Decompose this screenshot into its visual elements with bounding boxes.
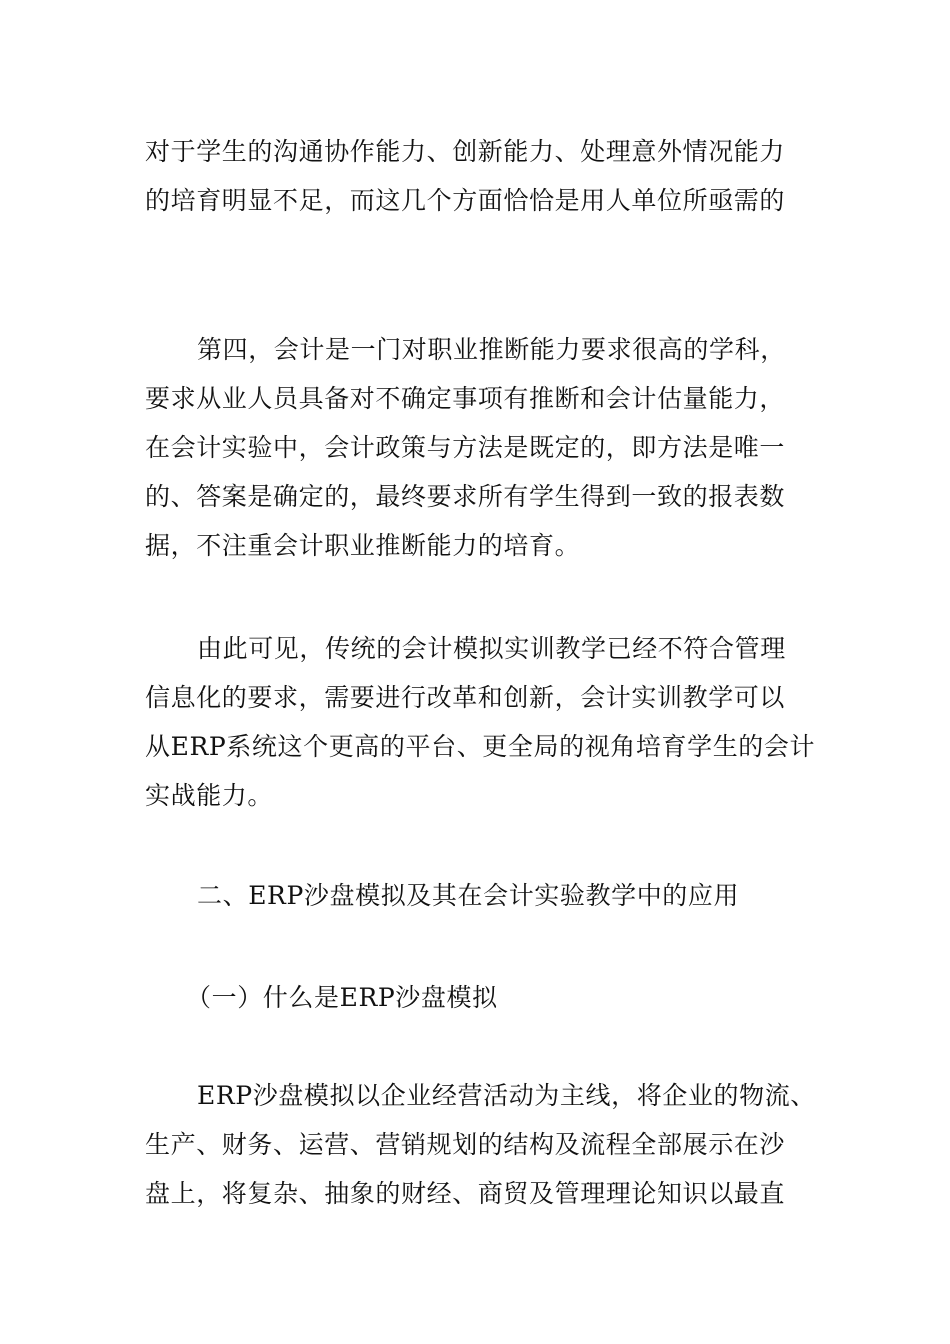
paragraph-line: 的、答案是确定的，最终要求所有学生得到一致的报表数 <box>145 482 786 511</box>
paragraph-4 <box>145 1071 815 1218</box>
paragraph-line: ERP沙盘模拟以企业经营活动为主线，将企业的物流、 <box>197 1081 816 1110</box>
paragraph-line: 对于学生的沟通协作能力、创新能力、处理意外情况能力 <box>145 137 786 166</box>
paragraph-line: 信息化的要求，需要进行改革和创新，会计实训教学可以 <box>145 683 786 712</box>
paragraph-line: 第四，会计是一门对职业推断能力要求很高的学科， <box>197 335 786 364</box>
paragraph-2 <box>145 325 815 570</box>
paragraph-line: 由此可见，传统的会计模拟实训教学已经不符合管理 <box>197 634 786 663</box>
paragraph-line: 实战能力。 <box>145 781 274 810</box>
section-heading: 二、ERP沙盘模拟及其在会计实验教学中的应用 <box>197 881 740 910</box>
paragraph-line: 在会计实验中，会计政策与方法是既定的，即方法是唯一 <box>145 433 786 462</box>
paragraph-line: 生产、财务、运营、营销规划的结构及流程全部展示在沙 <box>145 1130 786 1159</box>
paragraph-line: 盘上，将复杂、抽象的财经、商贸及管理理论知识以最直 <box>145 1179 786 1208</box>
paragraph-line: 要求从业人员具备对不确定事项有推断和会计估量能力， <box>145 384 786 413</box>
paragraph-line: 据，不注重会计职业推断能力的培育。 <box>145 531 581 560</box>
paragraph-3 <box>145 624 815 820</box>
paragraph-1 <box>145 127 815 225</box>
paragraph-line: 从ERP系统这个更高的平台、更全局的视角培育学生的会计 <box>145 732 816 761</box>
subsection-heading: （一）什么是ERP沙盘模拟 <box>186 983 498 1012</box>
paragraph-line: 的培育明显不足，而这几个方面恰恰是用人单位所亟需的 <box>145 186 786 215</box>
